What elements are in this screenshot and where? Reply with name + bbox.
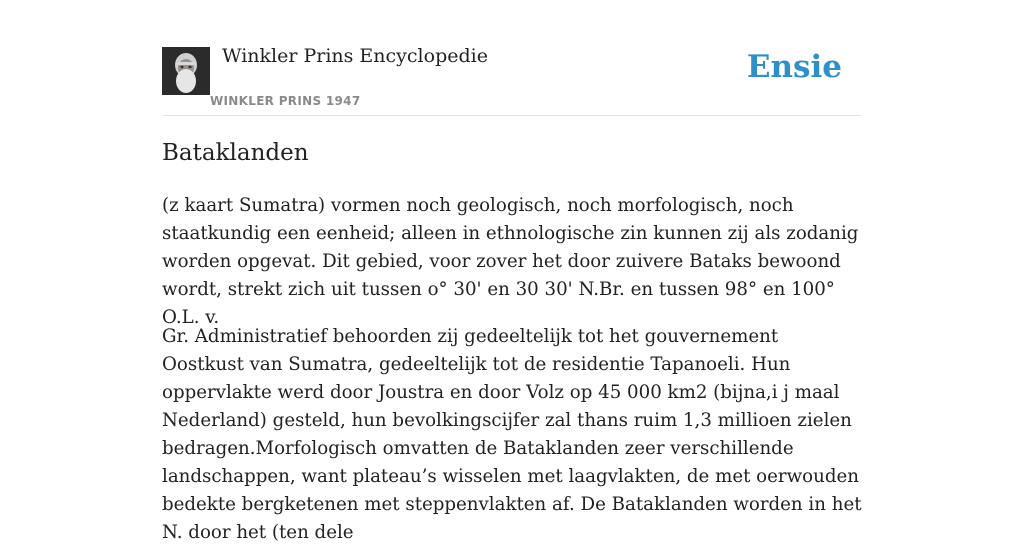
article-paragraph: Gr. Administratief behoorden zij gedeeltelijk tot het gouvernement Oostkust van Sumatra, gedeeltelijk tot de residentie Tapanoeli. Hun oppervlakte werd door Joustra en door Volz op 45 000 km2 (bijna,i j maal Nederland) gesteld, hun bevolkingscijfer zal thans ruim 1,3 millioen zielen bedragen.Morfologisch omvatten de Bataklanden zeer verschillende landschappen, want plateau’s wisselen met laagvlakten, de met oerwouden bedekte bergketenen met steppenvlakten af. De Bataklanden worden in het N. door het (ten dele [162,326,862,543]
source-header [162,0,862,116]
source-subtitle[interactable]: WINKLER PRINS 1947 [210,94,361,108]
source-title[interactable]: Winkler Prins Encyclopedie [222,45,488,67]
brand-logo[interactable]: Ensie [746,49,842,85]
content-container [162,0,862,543]
portrait-image [162,47,210,95]
article-title: Bataklanden [162,140,309,166]
author-avatar[interactable] [162,47,210,95]
article-paragraph: (z kaart Sumatra) vormen noch geologisch, noch morfologisch, noch staatkundig een eenheid; alleen in ethnologische zin kunnen zij als zodanig worden opgevat. Dit gebied, voor zover het door zuivere Bataks bewoond wordt, strekt zich uit tussen o° 30' en 30 30' N.Br. en tussen 98° en 100° O.L. v. [162,195,859,328]
